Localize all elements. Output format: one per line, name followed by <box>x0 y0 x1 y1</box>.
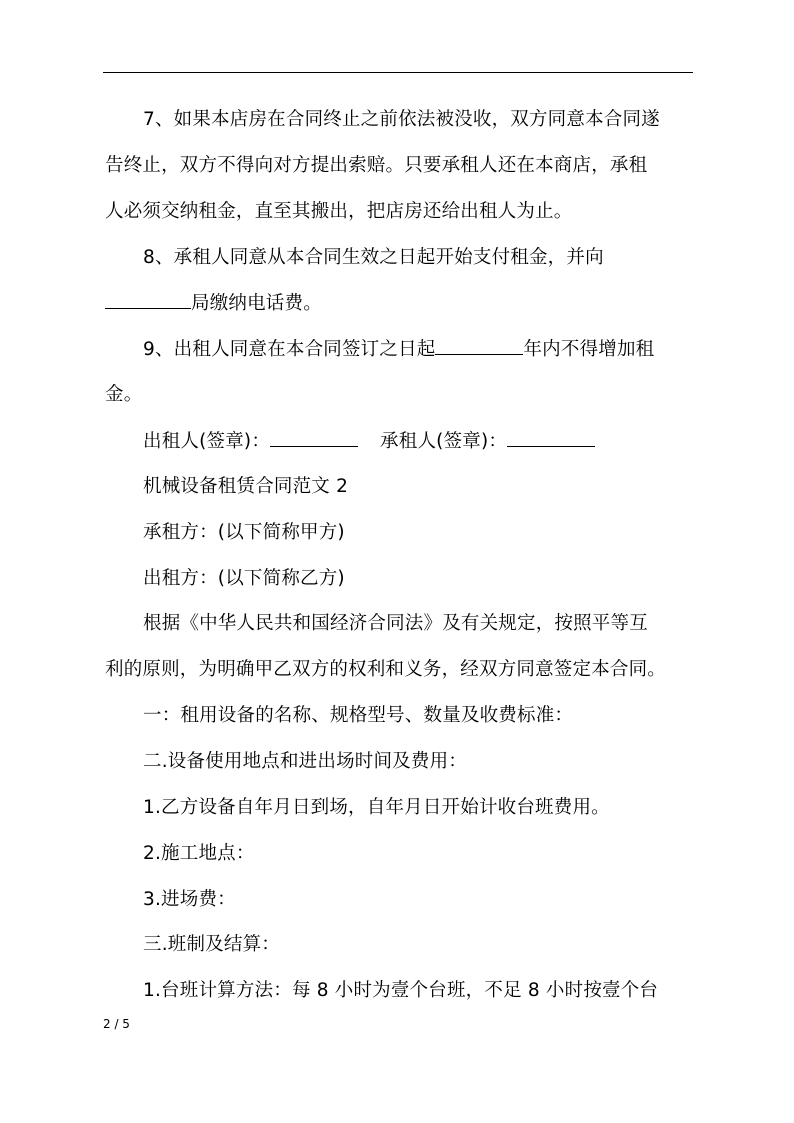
item-1-heading: 一：租用设备的名称、规格型号、数量及收费标准： <box>143 705 574 726</box>
clause-9-text-b: 年内不得增加租 <box>523 339 655 360</box>
signature-line <box>143 428 733 455</box>
lessor-signature-label: 出租人(签章)： <box>143 431 271 452</box>
clause-7-line-1: 7、如果本店房在合同终止之前依法被没收，双方同意本合同遂 <box>143 109 660 130</box>
clause-9-text-a: 9、出租人同意在本合同签订之日起 <box>143 339 436 360</box>
clause-7-line-2: 告终止，双方不得向对方提出索赔。只要承租人还在本商店，承租 <box>105 155 648 176</box>
blank-field[interactable] <box>435 336 523 355</box>
item-3-sub-1: 1.台班计算方法：每 8 小时为壹个台班，不足 8 小时按壹个台 <box>143 980 659 1001</box>
section-title: 机械设备租赁合同范文 2 <box>143 476 349 497</box>
item-2-sub-2: 2.施工地点： <box>143 843 255 864</box>
item-2-sub-1: 1.乙方设备自年月日到场，自年月日开始计收台班费用。 <box>143 797 610 818</box>
clause-7-line-3: 人必须交纳租金，直至其搬出，把店房还给出租人为止。 <box>105 201 573 222</box>
lessee-signature-label: 承租人(签章)： <box>380 431 508 452</box>
clause-9-line-1 <box>143 336 733 363</box>
item-2-heading: 二.设备使用地点和进出场时间及费用： <box>143 751 467 772</box>
clause-8-text: 局缴纳电话费。 <box>191 293 322 314</box>
lessee-party: 承租方：(以下简称甲方) <box>143 522 345 543</box>
blank-field[interactable] <box>105 290 191 309</box>
lessee-signature-blank[interactable] <box>507 428 595 447</box>
clause-9-line-2: 金。 <box>105 384 143 405</box>
item-3-heading: 三.班制及结算： <box>143 934 280 955</box>
preamble-line-1: 根据《中华人民共和国经济合同法》及有关规定，按照平等互 <box>143 613 648 634</box>
item-2-sub-3: 3.进场费： <box>143 889 236 910</box>
page-number: 2 / 5 <box>103 1017 130 1031</box>
clause-8-line-1: 8、承租人同意从本合同生效之日起开始支付租金，并向 <box>143 247 604 268</box>
lessor-signature-blank[interactable] <box>270 428 358 447</box>
header-rule <box>103 72 693 73</box>
lessor-party: 出租方：(以下简称乙方) <box>143 568 345 589</box>
preamble-line-2: 利的原则，为明确甲乙双方的权利和义务，经双方同意签定本合同。 <box>105 659 667 680</box>
clause-8-line-2 <box>105 290 695 317</box>
